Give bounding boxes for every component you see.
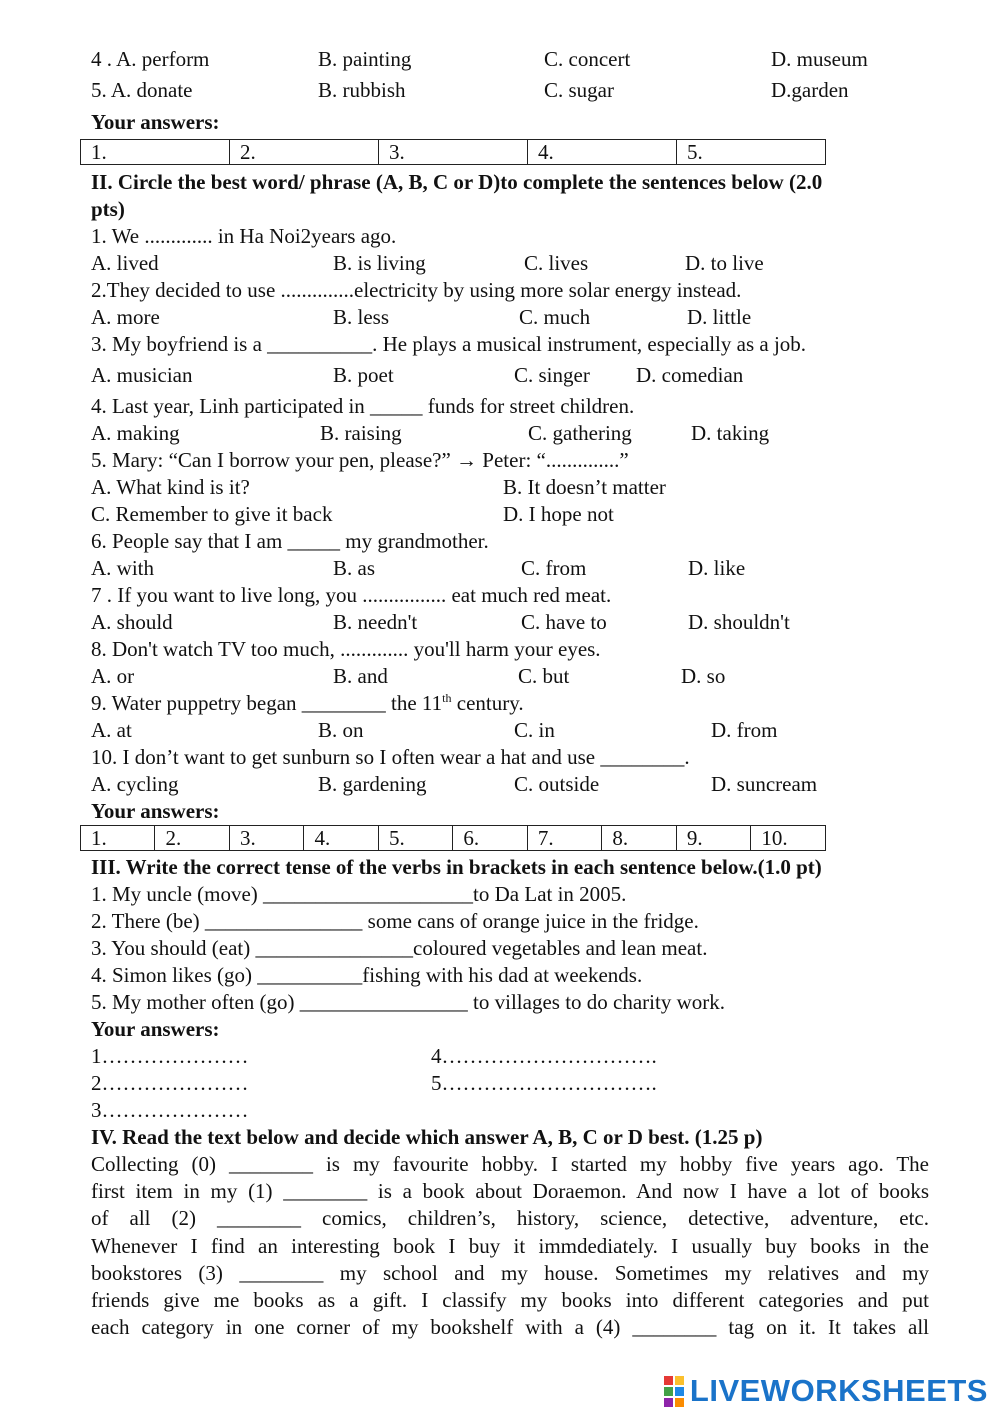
option-a[interactable]: A. or xyxy=(91,664,135,688)
section2-heading: II. Circle the best word/ phrase (A, B, C or D)to complete the sentences below (2.0 xyxy=(91,170,823,194)
passage-line: each category in one corner of my bookshelf with a (4) ________ tag on it. It takes all xyxy=(91,1315,929,1340)
reading-passage xyxy=(91,1151,929,1341)
q5-option-b: B. rubbish xyxy=(318,78,406,102)
passage-line: bookstores (3) ________ my school and my house. Sometimes my relatives and my xyxy=(91,1260,929,1285)
section4-heading: IV. Read the text below and decide which answer A, B, C or D best. (1.25 p) xyxy=(91,1125,763,1149)
question-stem: 4. Last year, Linh participated in _____ funds for street children. xyxy=(91,394,635,418)
passage-line: Collecting (0) ________ is my favourite hobby. I started my hobby five years ago. The xyxy=(91,1152,929,1176)
passage-line: first item in my (1) ________ is a book about Doraemon. And now I have a lot of books xyxy=(91,1179,929,1204)
question-stem: 8. Don't watch TV too much, ............. you'll harm your eyes. xyxy=(91,637,601,661)
option-a[interactable]: A. should xyxy=(91,610,173,634)
option-b[interactable]: B. raising xyxy=(320,421,402,445)
option-d[interactable]: D. I hope not xyxy=(503,502,614,526)
option-b[interactable]: B. less xyxy=(333,305,390,329)
question-stem xyxy=(91,690,524,716)
option-d[interactable]: D. to live xyxy=(685,251,764,275)
option-b[interactable]: B. needn't xyxy=(333,610,418,634)
verb-item: 3. You should (eat) _______________coloured vegetables and lean meat. xyxy=(91,936,708,960)
section2-heading-cont: pts) xyxy=(91,197,125,221)
question-stem: 10. I don’t want to get sunburn so I often wear a hat and use ________. xyxy=(91,745,690,769)
q5-option-d: D.garden xyxy=(771,78,849,102)
option-b[interactable]: B. gardening xyxy=(318,772,427,796)
option-d[interactable]: D. like xyxy=(688,556,746,580)
option-d[interactable]: D. comedian xyxy=(636,363,744,387)
option-c[interactable]: C. have to xyxy=(521,610,607,634)
q4-option-d: D. museum xyxy=(771,47,868,71)
answer-blank[interactable]: 4…………………………. xyxy=(431,1044,657,1068)
option-b[interactable]: B. and xyxy=(333,664,388,688)
answer-cell[interactable]: 3. xyxy=(229,826,303,851)
q4-option-c: C. concert xyxy=(544,47,631,71)
option-c[interactable]: C. in xyxy=(514,718,555,742)
option-c[interactable]: C. from xyxy=(521,556,587,580)
option-c[interactable]: C. outside xyxy=(514,772,600,796)
liveworksheets-mark-icon xyxy=(664,1376,686,1406)
question-stem: 2.They decided to use ..............electricity by using more solar energy instead. xyxy=(91,278,742,302)
q4-option-a: 4 . A. perform xyxy=(91,47,210,71)
option-c[interactable]: C. gathering xyxy=(528,421,632,445)
answer-cell[interactable]: 4. xyxy=(528,140,677,165)
answer-cell[interactable]: 6. xyxy=(453,826,527,851)
section3-heading: III. Write the correct tense of the verbs in brackets in each sentence below.(1.0 pt) xyxy=(91,855,822,879)
option-b[interactable]: B. is living xyxy=(333,251,426,275)
option-b[interactable]: B. poet xyxy=(333,363,394,387)
verb-item: 5. My mother often (go) ________________ to villages to do charity work. xyxy=(91,990,725,1014)
answer-cell[interactable]: 5. xyxy=(378,826,452,851)
answer-cell[interactable]: 8. xyxy=(602,826,676,851)
option-b[interactable]: B. as xyxy=(333,556,375,580)
option-a[interactable]: A. cycling xyxy=(91,772,179,796)
option-a[interactable]: A. musician xyxy=(91,363,193,387)
ordinal-suffix: th xyxy=(442,691,452,705)
answer-cell[interactable]: 3. xyxy=(379,140,528,165)
option-a[interactable]: A. making xyxy=(91,421,180,445)
option-c[interactable]: C. singer xyxy=(514,363,590,387)
option-c[interactable]: C. Remember to give it back xyxy=(91,502,333,526)
question-stem-post: century. xyxy=(451,691,524,715)
question-stem: 3. My boyfriend is a __________. He plays a musical instrument, especially as a job. xyxy=(91,332,807,356)
answer-cell[interactable]: 5. xyxy=(677,140,826,165)
question-stem-pre: 9. Water puppetry began ________ the 11 xyxy=(91,691,443,715)
section1-answers-label: Your answers: xyxy=(91,110,220,134)
answer-blank[interactable]: 3………………… xyxy=(91,1098,249,1122)
answer-cell[interactable]: 1. xyxy=(81,826,155,851)
answer-cell[interactable]: 2. xyxy=(230,140,379,165)
option-c[interactable]: C. much xyxy=(519,305,591,329)
option-d[interactable]: D. little xyxy=(687,305,752,329)
option-a[interactable]: A. with xyxy=(91,556,154,580)
verb-item: 4. Simon likes (go) __________fishing with his dad at weekends. xyxy=(91,963,643,987)
option-a[interactable]: A. lived xyxy=(91,251,159,275)
section1-answer-table xyxy=(80,139,826,165)
question-stem: 5. Mary: “Can I borrow your pen, please?” → Peter: “..............” xyxy=(91,448,629,472)
question-stem: 1. We ............. in Ha Noi2years ago. xyxy=(91,224,397,248)
question-stem: 6. People say that I am _____ my grandmother. xyxy=(91,529,489,553)
option-a[interactable]: A. at xyxy=(91,718,132,742)
question-stem: 7 . If you want to live long, you ................ eat much red meat. xyxy=(91,583,612,607)
section2-answer-table xyxy=(80,825,826,851)
option-a[interactable]: A. more xyxy=(91,305,160,329)
answer-cell[interactable]: 2. xyxy=(155,826,229,851)
passage-line: Whenever I find an interesting book I buy it immdediately. I usually buy books in the xyxy=(91,1233,929,1258)
verb-item: 2. There (be) _______________ some cans of orange juice in the fridge. xyxy=(91,909,699,933)
answer-cell[interactable]: 4. xyxy=(304,826,378,851)
section3-answers-label: Your answers: xyxy=(91,1017,220,1041)
q4-option-b: B. painting xyxy=(318,47,412,71)
answer-cell[interactable]: 7. xyxy=(527,826,601,851)
option-d[interactable]: D. so xyxy=(681,664,726,688)
answer-blank[interactable]: 2………………… xyxy=(91,1071,249,1095)
option-d[interactable]: D. from xyxy=(711,718,778,742)
option-c[interactable]: C. but xyxy=(518,664,570,688)
answer-blank[interactable]: 5…………………………. xyxy=(431,1071,657,1095)
section2-answers-label: Your answers: xyxy=(91,799,220,823)
option-b[interactable]: B. on xyxy=(318,718,364,742)
passage-line: of all (2) ________ comics, children’s, history, science, detective, adventure, etc. xyxy=(91,1206,929,1231)
answer-cell[interactable]: 10. xyxy=(751,826,826,851)
liveworksheets-logo xyxy=(664,1373,988,1409)
option-b[interactable]: B. It doesn’t matter xyxy=(503,475,666,499)
option-d[interactable]: D. suncream xyxy=(711,772,818,796)
passage-line: friends give me books as a gift. I classify my books into different categories and put xyxy=(91,1287,929,1312)
verb-item: 1. My uncle (move) ____________________to Da Lat in 2005. xyxy=(91,882,627,906)
answer-blank[interactable]: 1………………… xyxy=(91,1044,249,1068)
option-d[interactable]: D. shouldn't xyxy=(688,610,790,634)
logo-text: LIVEWORKSHEETS xyxy=(689,1373,988,1408)
option-c[interactable]: C. lives xyxy=(524,251,589,275)
option-d[interactable]: D. taking xyxy=(691,421,770,445)
answer-cell[interactable]: 1. xyxy=(81,140,230,165)
q5-option-a: 5. A. donate xyxy=(91,78,193,102)
q5-option-c: C. sugar xyxy=(544,78,614,102)
option-a[interactable]: A. What kind is it? xyxy=(91,475,250,499)
answer-cell[interactable]: 9. xyxy=(676,826,750,851)
